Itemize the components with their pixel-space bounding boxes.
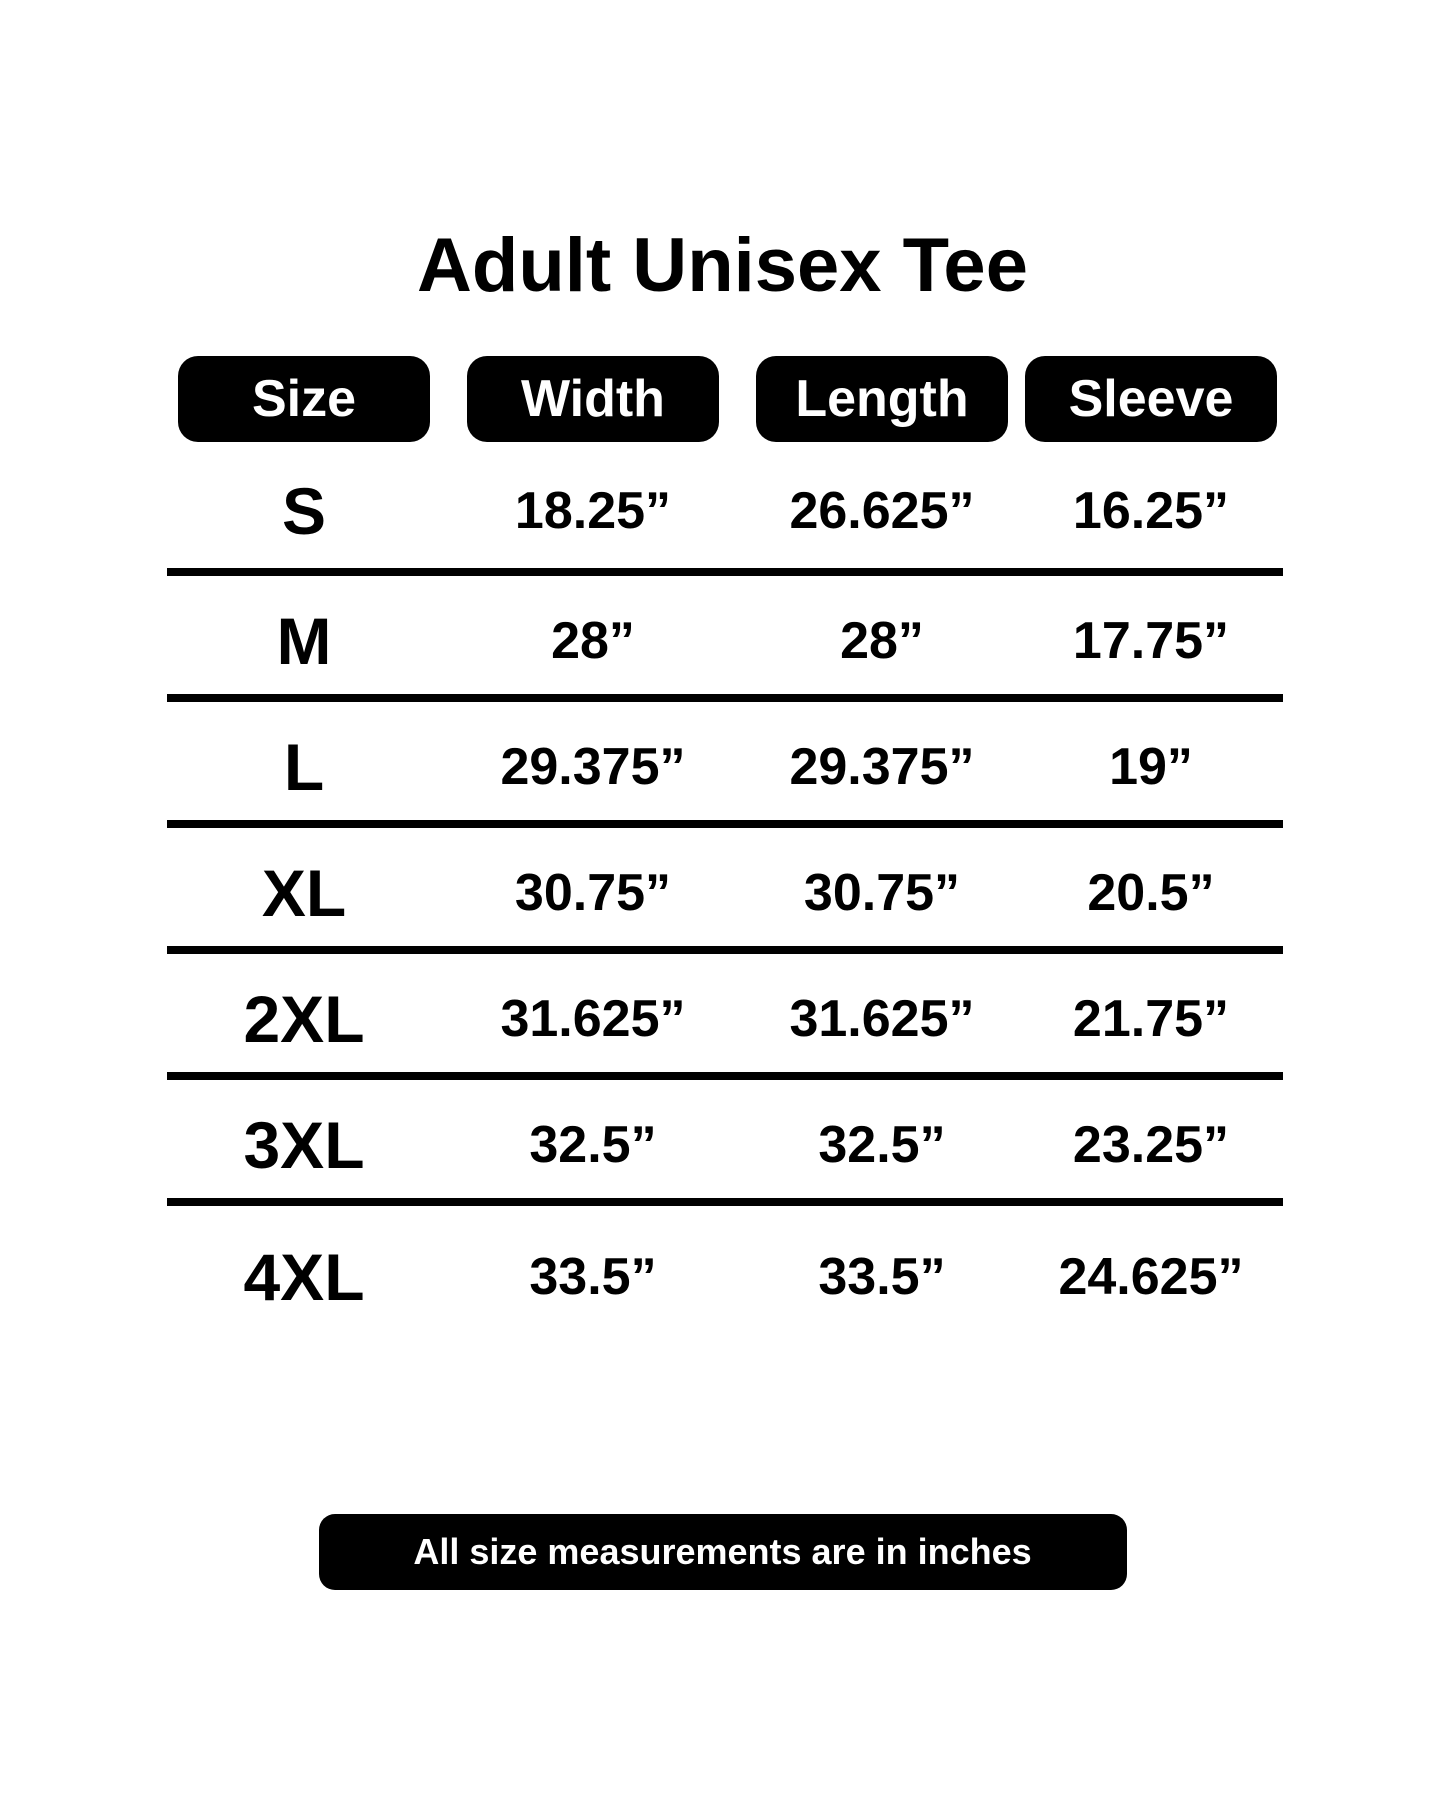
length-value: 29.375”	[789, 738, 975, 796]
column-header-width: Width	[467, 356, 719, 442]
table-row-3xl	[167, 1080, 1283, 1206]
table-row-2xl	[167, 954, 1283, 1080]
length-value: 31.625”	[789, 990, 975, 1048]
header-cell-length	[745, 356, 1019, 442]
header-cell-sleeve	[1019, 356, 1283, 442]
size-label: 2XL	[243, 982, 365, 1056]
size-label: S	[281, 474, 327, 548]
table-row-s	[167, 442, 1283, 576]
width-value: 28”	[551, 612, 635, 670]
footer-note-pill	[319, 1514, 1127, 1590]
column-header-size: Size	[178, 356, 430, 442]
width-value: 29.375”	[500, 738, 686, 796]
width-value: 30.75”	[514, 864, 672, 922]
page-title: Adult Unisex Tee	[417, 223, 1028, 308]
sleeve-value: 21.75”	[1072, 990, 1230, 1048]
sleeve-value: 23.25”	[1072, 1116, 1230, 1174]
size-label: XL	[261, 856, 347, 930]
sleeve-value: 20.5”	[1087, 864, 1215, 922]
column-header-sleeve: Sleeve	[1025, 356, 1277, 442]
length-value: 32.5”	[818, 1116, 946, 1174]
size-label: M	[276, 604, 332, 678]
header-cell-width	[441, 356, 745, 442]
width-value: 31.625”	[500, 990, 686, 1048]
width-value: 18.25”	[514, 482, 672, 540]
length-value: 33.5”	[818, 1248, 946, 1306]
size-table	[167, 356, 1283, 1336]
size-label: 4XL	[243, 1240, 365, 1314]
table-header-row	[167, 356, 1283, 442]
footer-note-text: All size measurements are in inches	[413, 1531, 1032, 1572]
sleeve-value: 16.25”	[1072, 482, 1230, 540]
sleeve-value: 17.75”	[1072, 612, 1230, 670]
size-label: 3XL	[243, 1108, 365, 1182]
table-row-4xl	[167, 1206, 1283, 1336]
sleeve-value: 24.625”	[1058, 1248, 1244, 1306]
length-value: 28”	[840, 612, 924, 670]
table-row-l	[167, 702, 1283, 828]
size-label: L	[283, 730, 325, 804]
sleeve-value: 19”	[1109, 738, 1193, 796]
width-value: 33.5”	[529, 1248, 657, 1306]
width-value: 32.5”	[529, 1116, 657, 1174]
header-cell-size	[167, 356, 441, 442]
column-header-length: Length	[756, 356, 1008, 442]
length-value: 30.75”	[803, 864, 961, 922]
table-row-xl	[167, 828, 1283, 954]
table-row-m	[167, 576, 1283, 702]
length-value: 26.625”	[789, 482, 975, 540]
